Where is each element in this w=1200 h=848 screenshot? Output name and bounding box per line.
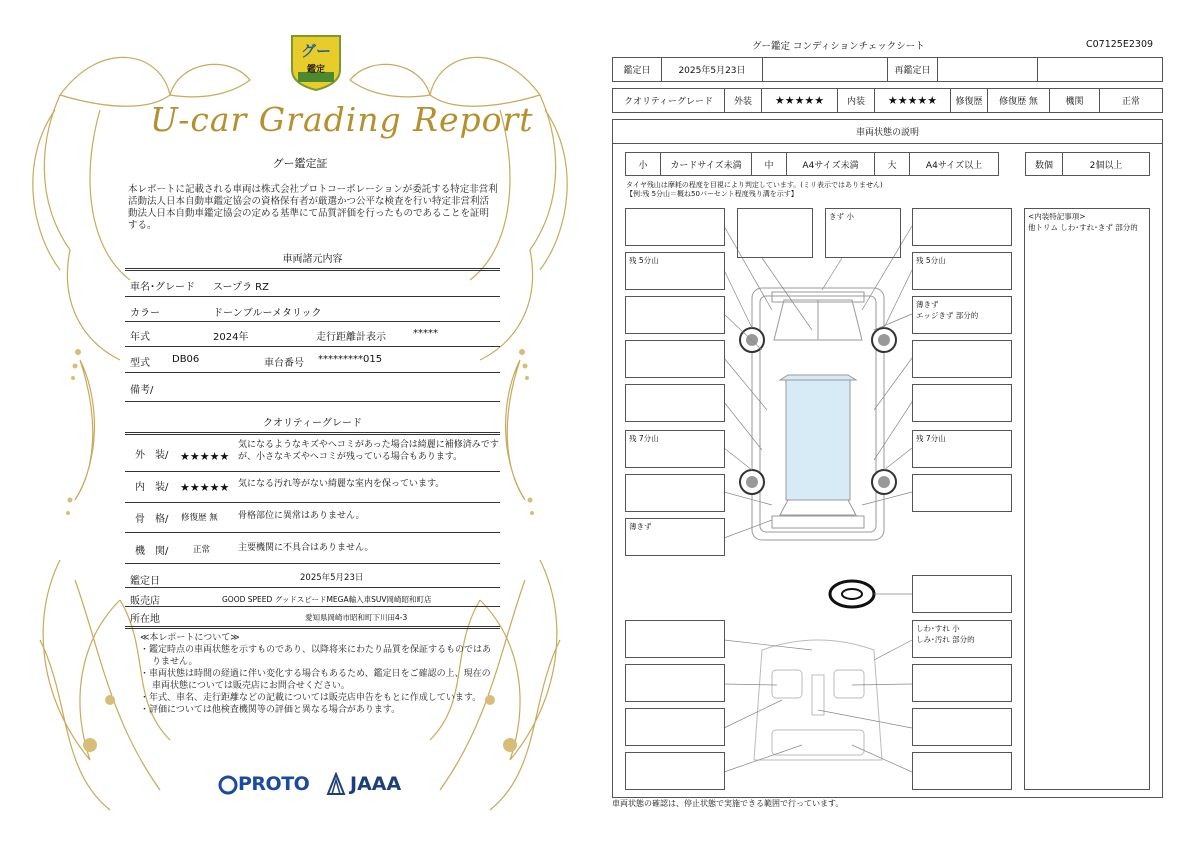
interior-notes-text: 他トリム しわ･すれ･きず 部分的 [1028, 223, 1138, 232]
note-item: ・鑑定時点の車両状態を示すものであり、以降将来にわたり品質を保証するものではありません。 [140, 645, 492, 667]
section-title: 車両状態の説明 [612, 119, 1163, 144]
divider [125, 471, 500, 472]
address-label: 所在地 [130, 614, 160, 625]
divider [125, 502, 500, 503]
exterior-desc: 気になるようなキズやヘコミがあった場合は綺麗に補修済みですが、小さなキズやヘコミが残っている場合もあります。 [238, 440, 499, 462]
note-box: 残 5分山 [912, 252, 1012, 290]
grade-label: クオリティーグレード [612, 88, 725, 113]
redate-value [937, 57, 1038, 82]
frame-label: 骨 格/ [135, 514, 169, 525]
legend-s: 小 [625, 152, 661, 176]
note-line: 薄きず [916, 300, 939, 309]
note-box [912, 752, 1012, 790]
note-line: エッジきず 部分的 [916, 311, 979, 320]
divider [125, 401, 500, 402]
cert-text: 本レポートに記載される車両は株式会社プロトコーポレーションが委託する特定非営利活動法人日本自動車鑑定協会の資格保有者が厳選かつ公平な検査を行い特定非営利活動法人日本自動車鑑定協会の定める基準にて品質評価を行ったものであることを証明する。 [128, 184, 498, 231]
note-box: 残 5分山 [625, 252, 725, 290]
chassis-label: 車台番号 [264, 358, 304, 369]
doc-id: C07125E2309 [1086, 39, 1154, 50]
engine-label: 機関 [1049, 88, 1100, 113]
dealer-label: 販売店 [130, 596, 160, 607]
divider [125, 626, 500, 629]
note-box [912, 664, 1012, 702]
note-box [625, 752, 725, 790]
footer-note: 車両状態の確認は、停止状態で実施できる範囲で行っています。 [612, 799, 844, 808]
engine-desc: 主要機関に不具合はありません。 [238, 543, 374, 553]
badge-bottom-text: 鑑定 [306, 65, 325, 75]
divider [125, 346, 500, 347]
note-box [912, 296, 1012, 334]
divider [125, 268, 500, 271]
script-title: U-car Grading Report [150, 100, 534, 139]
note-box [625, 664, 725, 702]
note-item: ・年式、車名、走行距離などの記載については販売店申告をもとに作成しています。 [140, 693, 482, 703]
note-box [625, 208, 725, 246]
repair-label: 修復歴 [950, 88, 988, 113]
date-label: 鑑定日 [612, 57, 662, 82]
mileage-label: 走行距離計表示 [316, 332, 386, 343]
note-item: ・評価については他検査機関等の評価と異なる場合があります。 [140, 705, 401, 715]
note-box [912, 384, 1012, 422]
note-item: ・車両状態は時間の経過に伴い変化する場合もあるため、鑑定日をご確認の上、現在の車両状態については販売店にお問合せください。 [140, 669, 491, 691]
jaaa-logo-text: JAAA [350, 773, 402, 795]
color-label: カラー [130, 308, 160, 319]
int-stars: ★★★★★ [874, 88, 951, 113]
legend-count-desc: 2個以上 [1062, 152, 1150, 176]
divider [125, 372, 500, 373]
chassis-value: *********015 [318, 354, 383, 365]
quality-title: クオリティーグレード [263, 418, 362, 429]
engine-value: 正常 [1099, 88, 1163, 113]
notes-title: ≪本レポートについて≫ [140, 633, 240, 643]
note-box [912, 575, 1012, 613]
redate-label: 再鑑定日 [887, 57, 938, 82]
note-box [625, 474, 725, 512]
engine-value: 正常 [193, 545, 211, 555]
exterior-stars: ★★★★★ [180, 450, 230, 463]
model-label: 型式 [130, 358, 150, 369]
note-box [912, 340, 1012, 378]
divider [125, 563, 500, 564]
note-box: きず 小 [825, 208, 901, 258]
exterior-label: 外 装/ [135, 450, 169, 461]
note-box [912, 208, 1012, 246]
sheet-title: グー鑑定 コンディションチェックシート [752, 41, 925, 52]
legend-l: 大 [874, 152, 910, 176]
note-line: しみ･汚れ 部分的 [916, 635, 975, 644]
condition-check-sheet [600, 0, 1200, 848]
report-notes [140, 632, 495, 716]
int-label: 内装 [837, 88, 875, 113]
color-value: ドーンブルーメタリック [213, 308, 322, 319]
note-box [912, 620, 1012, 658]
date-value: 2025年5月23日 [661, 57, 763, 82]
interior-desc: 気になる汚れ等がない綺麗な室内を保っています。 [238, 479, 445, 489]
legend-count: 数個 [1025, 152, 1063, 176]
badge-top-text: グー [300, 42, 331, 60]
divider [125, 321, 500, 322]
mileage-value: ***** [413, 328, 438, 339]
divider [125, 296, 500, 297]
goo-kantei-badge [288, 32, 344, 92]
note-box [912, 474, 1012, 512]
divider [125, 587, 500, 588]
appraisal-date-label: 鑑定日 [130, 576, 160, 587]
note-box: 残 7分山 [625, 430, 725, 468]
divider [125, 606, 500, 607]
divider [125, 532, 500, 533]
model-value: DB06 [172, 354, 200, 365]
proto-logo-icon [218, 775, 238, 795]
legend-l-desc: A4サイズ以上 [909, 152, 999, 176]
legend-s-desc: カードサイズ未満 [660, 152, 752, 176]
frame-value: 修復歴 無 [181, 513, 218, 523]
specs-title: 車両諸元内容 [282, 254, 343, 265]
note-box: 残 7分山 [912, 430, 1012, 468]
interior-notes-panel [1024, 208, 1150, 790]
appraisal-date-value: 2025年5月23日 [300, 573, 364, 583]
empty-cell [1037, 57, 1163, 82]
engine-label: 機 関/ [135, 546, 169, 557]
ext-stars: ★★★★★ [761, 88, 838, 113]
interior-notes-title: <内装特記事項> [1028, 212, 1086, 221]
note-line: しわ･すれ 小 [916, 624, 960, 633]
car-name-value: スープラ RZ [213, 282, 269, 293]
note-box [625, 708, 725, 746]
remarks-label: 備考/ [130, 385, 154, 396]
ext-label: 外装 [724, 88, 762, 113]
legend-m: 中 [751, 152, 787, 176]
proto-logo-text: PROTO [238, 773, 310, 795]
address-value: 愛知県岡崎市昭和町下川田4-3 [305, 613, 408, 622]
car-name-label: 車名･グレード [130, 282, 195, 293]
frame-desc: 骨格部位に異常はありません。 [238, 511, 365, 521]
cert-title: グー鑑定証 [272, 157, 328, 170]
legend-m-desc: A4サイズ未満 [786, 152, 875, 176]
interior-label: 内 装/ [135, 482, 169, 493]
repair-value: 修復歴 無 [987, 88, 1050, 113]
interior-stars: ★★★★★ [180, 481, 230, 494]
tire-note: タイヤ残山は摩耗の程度を目視により判定しています。(ミリ表示ではありません) [626, 181, 883, 189]
divider [125, 432, 500, 435]
note-box [625, 620, 725, 658]
note-box [625, 340, 725, 378]
note-box [737, 208, 813, 258]
year-value: 2024年 [213, 332, 249, 343]
tire-example: 【例:残 5分山＝概ね50パーセント程度残り溝を示す】 [626, 190, 798, 198]
note-box: 薄きず [625, 518, 725, 556]
dealer-value: GOOD SPEED グッドスピードMEGA輸入車SUV岡崎昭和町店 [222, 595, 432, 604]
note-box [625, 296, 725, 334]
empty-cell [762, 57, 888, 82]
jaaa-logo-icon [326, 772, 346, 796]
note-box [625, 384, 725, 422]
note-box [912, 708, 1012, 746]
year-label: 年式 [130, 332, 150, 343]
